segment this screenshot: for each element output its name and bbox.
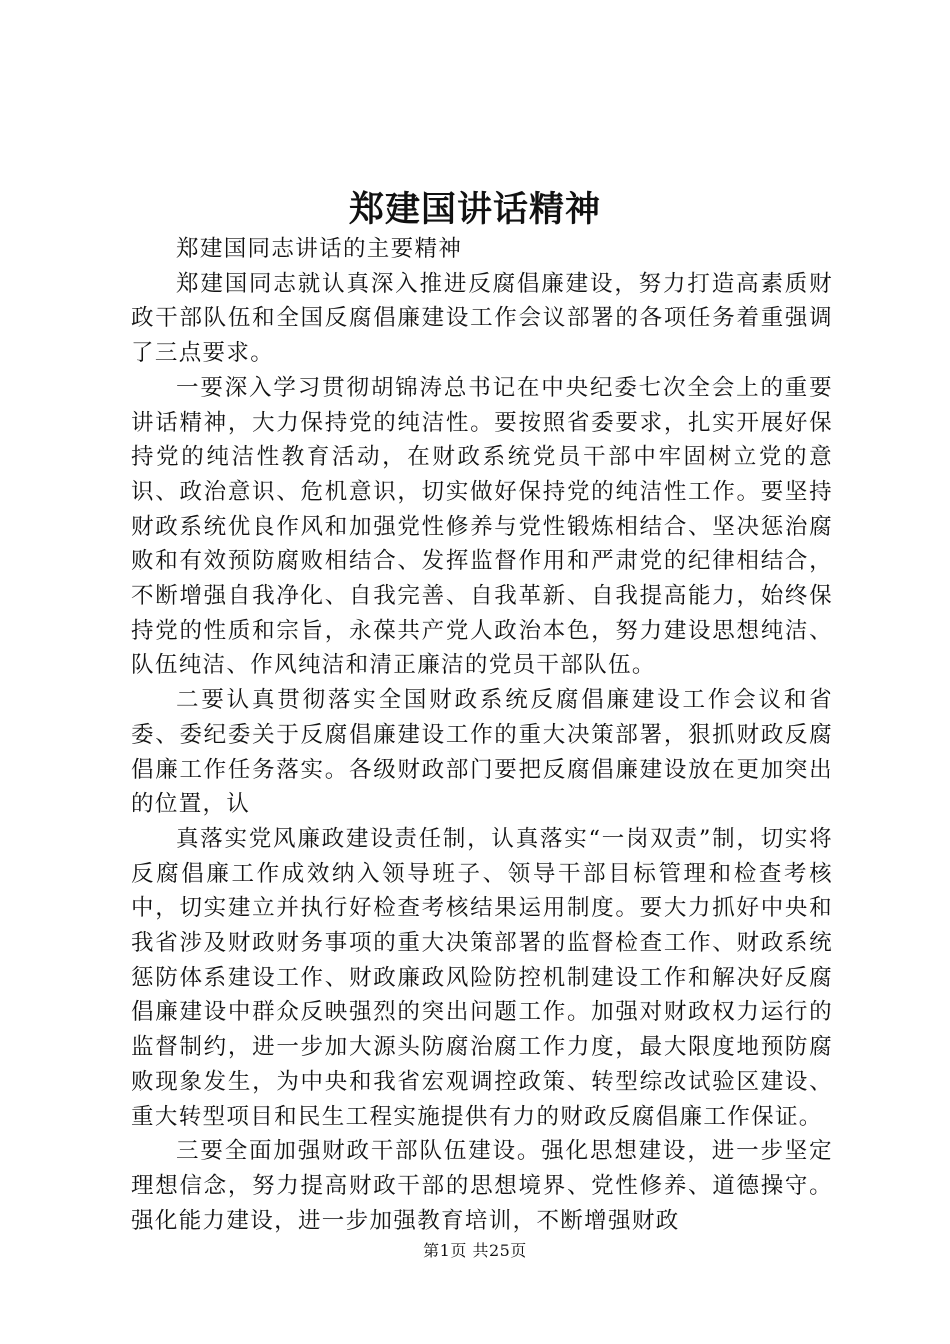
paragraph-point-two: 二要认真贯彻落实全国财政系统反腐倡廉建设工作会议和省委、委纪委关于反腐倡廉建设工作的重大决策部署，狠抓财政反腐倡廉工作任务落实。各级财政部门要把反腐倡廉建设放在更加突出的位置，认 [131,687,833,818]
document-body [131,232,833,1238]
page-number-footer: 第1页 共25页 [423,1241,527,1260]
paragraph-subtitle: 郑建国同志讲话的主要精神 [176,236,463,262]
document-title: 郑建国讲话精神 [348,189,601,230]
paragraph-intro: 郑建国同志就认真深入推进反腐倡廉建设，努力打造高素质财政干部队伍和全国反腐倡廉建设工作会议部署的各项任务着重强调了三点要求。 [131,270,833,367]
paragraph-point-two-continued: 真落实党风廉政建设责任制，认真落实“一岗双责”制，切实将反腐倡廉工作成效纳入领导班子、领导干部目标管理和检查考核中，切实建立并执行好检查考核结果运用制度。要大力抓好中央和我省涉及财政财务事项的重大决策部署的监督检查工作、财政系统惩防体系建设工作、财政廉政风险防控机制建设工作和解决好反腐倡廉建设中群众反映强烈的突出问题工作。加强对财政权力运行的监督制约，进一步加大源头防腐治腐工作力度，最大限度地预防腐败现象发生，为中央和我省宏观调控政策、转型综改试验区建设、重大转型项目和民生工程实施提供有力的财政反腐倡廉工作保证。 [131,825,833,1130]
paragraph-point-one: 一要深入学习贯彻胡锦涛总书记在中央纪委七次全会上的重要讲话精神，大力保持党的纯洁性。要按照省委要求，扎实开展好保持党的纯洁性教育活动，在财政系统党员干部中牢固树立党的意识、政治意识、危机意识，切实做好保持党的纯洁性工作。要坚持财政系统优良作风和加强党性修养与党性锻炼相结合、坚决惩治腐败和有效预防腐败相结合、发挥监督作用和严肃党的纪律相结合，不断增强自我净化、自我完善、自我革新、自我提高能力，始终保持党的性质和宗旨，永葆共产党人政治本色，努力建设思想纯洁、队伍纯洁、作风纯洁和清正廉洁的党员干部队伍。 [131,374,833,679]
paragraph-point-three: 三要全面加强财政干部队伍建设。强化思想建设，进一步坚定理想信念，努力提高财政干部的思想境界、党性修养、道德操守。强化能力建设，进一步加强教育培训，不断增强财政 [131,1138,833,1234]
